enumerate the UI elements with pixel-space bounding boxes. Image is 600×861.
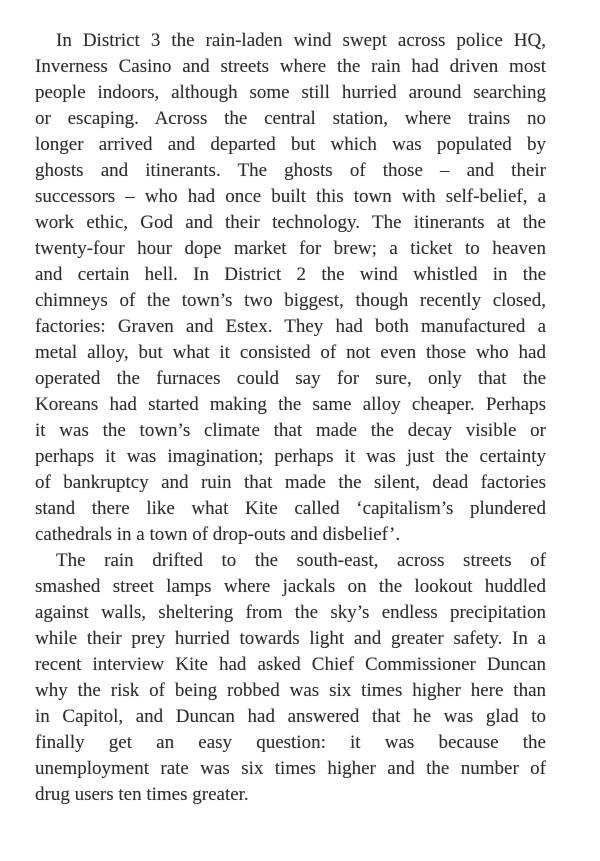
text-line: Koreans had started making the same alloy cheaper. Perhaps <box>35 394 546 415</box>
text-line: factories: Graven and Estex. They had both manufactured a <box>35 316 546 337</box>
paragraph-1 <box>35 28 546 548</box>
text-line: while their prey hurried towards light and greater safety. In a <box>35 628 546 649</box>
text-line: work ethic, God and their technology. The itinerants at the <box>35 212 546 233</box>
text-line: drug users ten times greater. <box>35 784 249 805</box>
text-line: In District 3 the rain-laden wind swept across police HQ, <box>56 30 546 51</box>
text-line: against walls, sheltering from the sky’s endless precipitation <box>35 602 546 623</box>
text-line: and certain hell. In District 2 the wind whistled in the <box>35 264 546 285</box>
text-line: or escaping. Across the central station, where trains no <box>35 108 546 129</box>
text-line: longer arrived and departed but which was populated by <box>35 134 546 155</box>
text-line: unemployment rate was six times higher and the number of <box>35 758 546 779</box>
text-line: finally get an easy question: it was because the <box>35 732 546 753</box>
text-line: perhaps it was imagination; perhaps it was just the certainty <box>35 446 546 467</box>
text-line: stand there like what Kite called ‘capitalism’s plundered <box>35 498 546 519</box>
text-line: ghosts and itinerants. The ghosts of those – and their <box>35 160 546 181</box>
text-line: in Capitol, and Duncan had answered that he was glad to <box>35 706 546 727</box>
text-line: of bankruptcy and ruin that made the silent, dead factories <box>35 472 546 493</box>
text-line: it was the town’s climate that made the decay visible or <box>35 420 546 441</box>
text-line: people indoors, although some still hurried around searching <box>35 82 546 103</box>
text-line: Inverness Casino and streets where the rain had driven most <box>35 56 546 77</box>
text-line: recent interview Kite had asked Chief Commissioner Duncan <box>35 654 546 675</box>
text-line: chimneys of the town’s two biggest, though recently closed, <box>35 290 546 311</box>
text-line: why the risk of being robbed was six times higher here than <box>35 680 546 701</box>
page-text <box>35 28 546 808</box>
text-line: cathedrals in a town of drop-outs and disbelief’. <box>35 524 401 545</box>
text-line: metal alloy, but what it consisted of not even those who had <box>35 342 546 363</box>
text-line: smashed street lamps where jackals on the lookout huddled <box>35 576 546 597</box>
text-line: operated the furnaces could say for sure, only that the <box>35 368 546 389</box>
text-line: successors – who had once built this town with self-belief, a <box>35 186 546 207</box>
text-line: twenty-four hour dope market for brew; a ticket to heaven <box>35 238 546 259</box>
text-line: The rain drifted to the south-east, across streets of <box>56 550 546 571</box>
paragraph-2 <box>35 548 546 808</box>
